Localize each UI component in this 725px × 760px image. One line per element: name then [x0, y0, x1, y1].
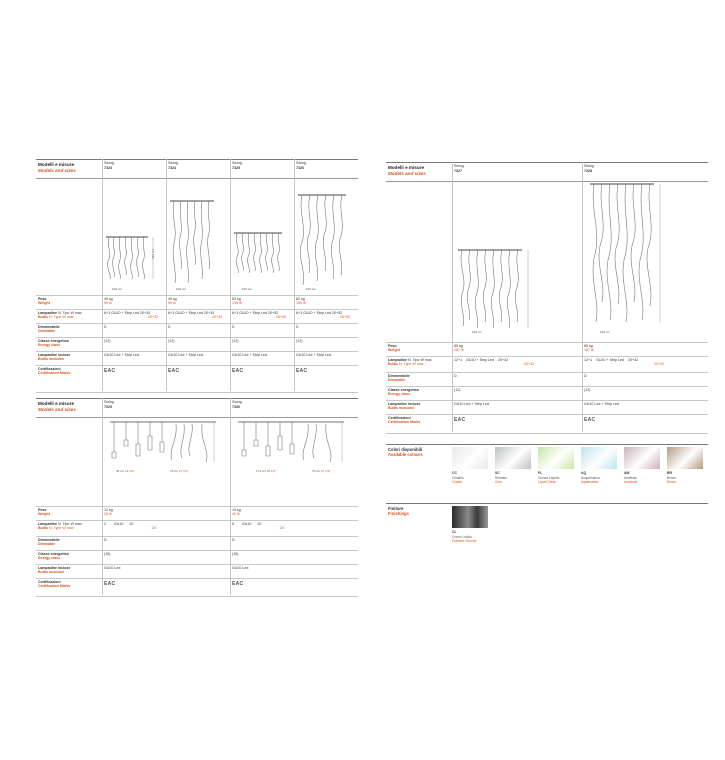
panel-header: Modelli e misure Models and sizes	[36, 398, 358, 418]
colour-swatch-AM	[624, 447, 660, 469]
eac-mark-icon: EAC	[104, 368, 116, 374]
weight-row: Peso Weight 45 kg 99 lb 45 kg 99 lb 63 kg 139 lb 82 kg 180 lb	[36, 295, 358, 310]
colours-subtitle: Available colours	[388, 452, 423, 457]
column-header: Swing 7324	[168, 161, 178, 170]
eac-mark-icon: EAC	[232, 581, 244, 587]
bulbs-row: Lampadine N. Tipo W max Bulbs N. Type W max 6+1 GU10 + Strip Led 20+34 20+32 6+1 GU10 + Strip Led 20+34 10+34 6+1 GU10 + Strip Led 20+52 20+40 6+1 GU10 + Strip Led 20+52 20+52	[36, 309, 358, 324]
eac-mark-icon: EAC	[296, 368, 308, 374]
column-header: Swing 7328	[584, 164, 594, 173]
finishes-panel: Finiture Finishings CL Cromo Lucido Polished Chrome	[386, 503, 708, 556]
column-header: Swing 7329	[104, 400, 114, 409]
energy-row: Classe energetica Energy class (12) (12) (12) (12)	[36, 337, 358, 352]
column-header: Swing 7323	[104, 161, 114, 170]
energy-row: Classe energetica Energy class (12) (12)	[386, 386, 708, 401]
dimmable-row: Dimmerabile Dimmable D D D D	[36, 323, 358, 338]
column-header: Swing 7325	[232, 161, 242, 170]
eac-mark-icon: EAC	[104, 581, 116, 587]
colour-name-en: Aquamarine	[581, 480, 599, 484]
certification-row: Certificazioni Certification Marks EAC EAC	[36, 578, 358, 597]
finishes-title: Finiture	[388, 506, 404, 511]
product-drawing-7323	[104, 235, 164, 295]
product-drawing-7329	[106, 420, 224, 472]
colour-name-it: Cristallo	[452, 476, 464, 480]
dimmable-row: Dimmerabile Dimmable D D	[36, 536, 358, 551]
certification-row: Certificazioni Certification Marks EAC EAC EAC EAC	[36, 365, 358, 393]
colour-swatch-BR	[667, 447, 703, 469]
panel-header: Modelli e misure Models and sizes	[386, 162, 708, 182]
certification-row: Certificazioni Certification Marks EAC EAC	[386, 414, 708, 434]
colour-name-en: Liquid Green	[538, 480, 557, 484]
colour-code: AM	[624, 471, 630, 475]
colour-swatch-FL	[538, 447, 574, 469]
column-header: Swing 7326	[296, 161, 306, 170]
finish-swatch-CL	[452, 506, 488, 528]
colour-name-it: Grosso Liquido	[538, 476, 560, 480]
product-drawing-7328	[586, 182, 666, 332]
eac-mark-icon: EAC	[454, 417, 466, 423]
colour-swatch-AQ	[581, 447, 617, 469]
colours-title: Colori disponibili	[388, 447, 423, 452]
column-header: Swing 7330	[232, 400, 242, 409]
bulbs-included-row: Lampadine incluse Bulbs included GU10 Led GU10 Led	[36, 564, 358, 579]
colours-panel	[386, 444, 708, 501]
bulbs-included-row: Lampadine incluse Bulbs included GU10 Led + Strip Led GU10 Led + Strip Led	[386, 400, 708, 415]
bulbs-row: Lampadine N. Tipo W max Bulbs N. Type W max 12+1 GU10 + Strip Led 20+42 20+42 12+1 GU10 + Strip Led 20+42 20+42	[386, 356, 708, 373]
colour-code: BR	[667, 471, 672, 475]
colour-name-en: Crystal	[452, 480, 462, 484]
colour-code: SC	[495, 471, 500, 475]
product-drawing-7324	[168, 199, 228, 295]
colour-code: AQ	[581, 471, 587, 475]
product-drawing-7327	[456, 248, 536, 338]
colour-code: CC	[452, 471, 457, 475]
colour-name-it: Acquamarina	[581, 476, 600, 480]
weight-row: Peso Weight 12 kg 26 lb 19 kg 42 lb	[36, 506, 358, 521]
colour-name-it: Sfumato	[495, 476, 507, 480]
colour-name-it: Brown	[667, 476, 677, 480]
eac-mark-icon: EAC	[584, 417, 596, 423]
product-drawing-7326	[296, 193, 358, 293]
spec-panel-7323-7326: Modelli e misure Models and sizes Swing 7323 Swing 7324 Swing 7325 Swing 7326 150 cm 100 cm 100 cm 100 cm 100 cm Peso Weight 45 kg 99 lb 45 kg 99 lb 63 kg 139 lb 82 kg 180 lb Lampadine N. Tipo W max Bulbs N. Type W max 6+1 GU10 + Strip Led 20+34 20+32 6+1 GU10 + Strip Led 20+34 10+34 6+1 GU10 + Strip Led 20+52 20+40 6+1 GU10 + Strip Led 20+52 20+52 Dimmerabile Dimmable D D D D Classe energetica Energy class (12) (12) (12) (12) Lampadine incluse Bulbs included GU10 Led + Strip Led GU10 Led + Strip Led GU10 Led + Strip Led GU10 Led + Strip Led Certificazioni Certification Marks EAC EAC EAC EAC	[36, 159, 358, 391]
spec-panel-7327-7328: Modelli e misure Models and sizes Swing 7327 Swing 7328 160 cm 160 cm Peso Weight 85 kg 187 lb 85 kg 187 lb Lampadine N. Tipo W max Bulbs N. Type W max 12+1 GU10 + Strip Led 20+42 20+42 12+1 GU10 + Strip Led 20+42 20+42 Dimmerabile Dimmable D D Classe energetica Energy class (12) (12) Lampadine incluse Bulbs included GU10 Led + Strip Led GU10 Led + Strip Led Certificazioni Certification Marks EAC EAC	[386, 162, 708, 432]
bulbs-included-row: Lampadine incluse Bulbs included GU10 Led + Strip Led GU10 Led + Strip Led GU10 Led + Strip Led GU10 Led + Strip Led	[36, 351, 358, 366]
dimmable-row: Dimmerabile Dimmable D D	[386, 372, 708, 387]
colour-name-en: Grey	[495, 480, 502, 484]
models-title: Modelli e misure	[38, 162, 74, 167]
column-header: Swing 7327	[454, 164, 464, 173]
eac-mark-icon: EAC	[232, 368, 244, 374]
colour-swatch-CC	[452, 447, 488, 469]
colour-swatch-SC	[495, 447, 531, 469]
spec-panel-7329-7330: Modelli e misure Models and sizes Swing 7329 Swing 7330 35 cm 13 3/4" 70 cm 27 1/2" 174 cm 68 1/2" 70 cm 27 1/2" Peso Weight 12 kg 26 lb 19 kg 42 lb Lampadine N. Tipo W max Bulbs N. Type W max 2 GU10 20 20 5 GU10 20 20 Dimmerabile Dimmable D D Classe energetica Energy class (16) (16) Lampadine incluse Bulbs included GU10 Led GU10 Led Certificazioni Certification Marks EAC EAC	[36, 398, 358, 595]
product-drawing-7330	[234, 420, 352, 472]
panel-header	[36, 159, 358, 179]
weight-row: Peso Weight 85 kg 187 lb 85 kg 187 lb	[386, 342, 708, 357]
finishes-subtitle: Finishings	[388, 511, 409, 516]
colour-code: FL	[538, 471, 543, 475]
colour-name-it: Ametista	[624, 476, 637, 480]
models-subtitle: Models and sizes	[38, 168, 76, 173]
bulbs-row: Lampadine N. Tipo W max Bulbs N. Type W max 2 GU10 20 20 5 GU10 20 20	[36, 520, 358, 537]
energy-row: Classe energetica Energy class (16) (16)	[36, 550, 358, 565]
eac-mark-icon: EAC	[168, 368, 180, 374]
product-drawing-7325	[232, 231, 292, 295]
colour-name-en: Brown	[667, 480, 677, 484]
colour-name-en: Amethyst	[624, 480, 638, 484]
